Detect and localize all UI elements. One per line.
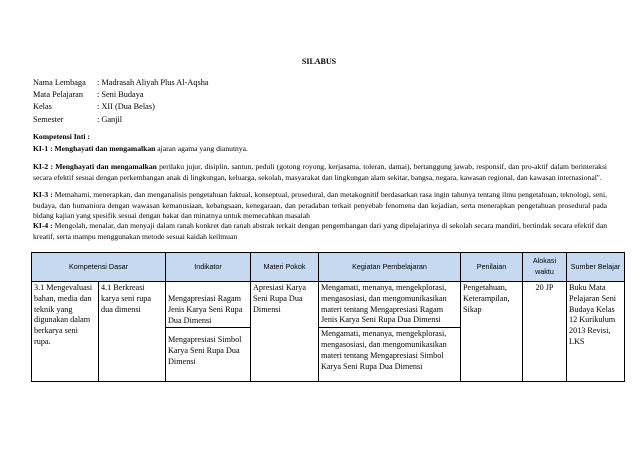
header-alokasi: Alokasi waktu bbox=[523, 253, 567, 282]
ki-3-text: Memahami, menerapkan, dan menganalisis pengetahuan faktual, konseptual, prosedural, dan metakognitif berdasarkan rasa ingin tahunya tentang ilmu pengetahuan, teknologi, seni, budaya, dan humaniora dengan wawasan kemanusiaan, kebangsaan, kenegaraan, dan peradaban terkait penyebab fenomena dan kejadian, serta menerapkan pengetahuan prosedural pada bidang kajian yang spesifik sesuai dengan bakat dan minatnya untuk memecahkan masalah bbox=[33, 190, 607, 221]
ki-1-code: KI-1 : Menghayati dan mengamalkan bbox=[33, 144, 156, 153]
page-title: SILABUS bbox=[301, 57, 337, 66]
cell-kegiatan-1: Mengamati, menanya, mengekplorasi, mengasosiasi, dan mengomunikasikan materi tentang Mengapresiasi Ragam Jenis Karya Seni Rupa Dua Dimensi bbox=[319, 282, 461, 328]
cell-kd-4-1: 4.1 Berkreasi karya seni rupa dua dimensi bbox=[99, 282, 166, 382]
header-materi-pokok: Materi Pokok bbox=[251, 253, 319, 282]
ki-3 bbox=[33, 190, 607, 222]
cell-kegiatan-2: Mengamati, menanya, mengekplorasi, mengasosiasi, dan mengomunikasikan materi tentang Mengapresiasi Simbol Karya Seni Rupa Dua Dimensi bbox=[319, 328, 461, 381]
meta-value: : XII (Dua Belas) bbox=[97, 102, 155, 112]
ki-1 bbox=[33, 144, 607, 155]
cell-alokasi: 20 JP bbox=[523, 282, 567, 382]
meta-row-semester bbox=[33, 114, 209, 126]
header-sumber: Sumber Belajar bbox=[567, 253, 625, 282]
ki-4-code: KI-4 : bbox=[33, 221, 53, 230]
meta-value: : Ganjil bbox=[97, 114, 123, 124]
cell-kd-3-1: 3.1 Mengevaluasi bahan, media dan teknik yang digunakan dalam berkarya seni rupa. bbox=[32, 282, 99, 382]
cell-materi-pokok: Apresiasi Karya Seni Rupa Dua Dimensi bbox=[251, 282, 319, 382]
table-header-row bbox=[32, 253, 625, 282]
ki-2-code: KI-2 : Menghayati dan mengamalkan bbox=[33, 162, 157, 171]
cell-sumber: Buku Mata Pelajaran Seni Budaya Kelas 12 Kurikulum 2013 Revisi, LKS bbox=[567, 282, 625, 382]
cell-penilaian: Pengetahuan, Keterampilan, Sikap bbox=[461, 282, 523, 382]
cell-indikator-1 bbox=[166, 282, 251, 328]
meta-row-kelas bbox=[33, 101, 209, 113]
ki-4 bbox=[33, 221, 607, 242]
ki-heading-text: Kompetensi Inti : bbox=[33, 132, 90, 141]
header-penilaian: Penilaian bbox=[461, 253, 523, 282]
syllabus-table bbox=[31, 252, 625, 382]
meta-row-lembaga bbox=[33, 77, 209, 89]
meta-row-mapel bbox=[33, 89, 209, 101]
ki-heading bbox=[33, 132, 607, 143]
identity-block bbox=[33, 77, 209, 126]
header-indikator: Indikator bbox=[166, 253, 251, 282]
header-kompetensi-dasar: Kompetensi Dasar bbox=[32, 253, 166, 282]
ki-3-code: KI-3 : bbox=[33, 190, 53, 199]
ki-4-text: Mengolah, menalar, dan menyaji dalam ranah konkret dan ranah abstrak terkait dengan pengembangan dari yang dipelajarinya di sekolah secara mandiri, bertindak secara efektif dan kreatif, serta mampu menggunakan metode sesuai kaidah keilmuan bbox=[33, 221, 607, 241]
meta-value: : Seni Budaya bbox=[97, 90, 144, 100]
meta-label: Nama Lembaga bbox=[33, 78, 86, 87]
meta-label: Mata Pelajaran bbox=[33, 90, 83, 100]
table-row bbox=[32, 282, 625, 328]
meta-value: : Madrasah Aliyah Plus Al-Aqsha bbox=[97, 78, 209, 87]
ki-2 bbox=[33, 162, 607, 183]
indikator-2-text: Mengapresiasi Simbol Karya Seni Rupa Dua Dimensi bbox=[168, 335, 242, 366]
ki-2-text: perilaku jujur, disiplin, santun, peduli (gotong royong, kerjasama, toleran, damai), bertanggung jawab, responsif, dan pro-aktif dalam berinteraksi secara efektif sesuai dengan perkembangan anak di lingkungan, keluarga, sekolah, masyarakat dan lingkungan alam sekitar, bangsa, negara, kawasan regional, dan kawasan internasional". bbox=[33, 162, 608, 182]
meta-label: Semester bbox=[33, 114, 64, 124]
indikator-1-text: Mengapresiasi Ragam Jenis Karya Seni Rupa Dua Dimensi bbox=[168, 294, 243, 325]
cell-indikator-2 bbox=[166, 328, 251, 381]
ki-1-text: ajaran agama yang dianutnya. bbox=[155, 144, 248, 153]
meta-label: Kelas bbox=[33, 102, 52, 112]
header-kegiatan: Kegiatan Pembelajaran bbox=[319, 253, 461, 282]
